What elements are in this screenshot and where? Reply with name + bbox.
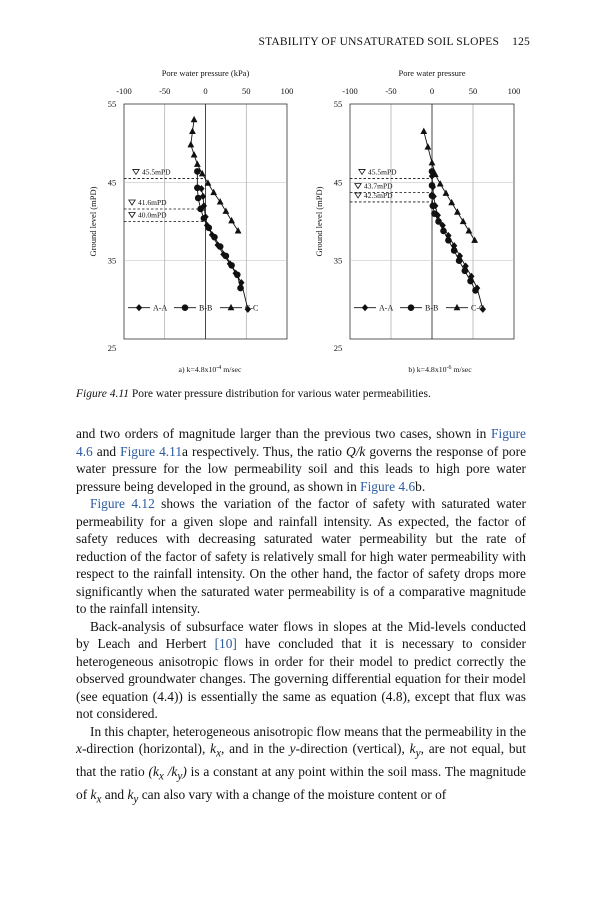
y-axis-label: Ground level (mPD) (88, 186, 98, 257)
x-tick-label: 0 (203, 86, 208, 96)
ratio-part: /k (163, 764, 178, 780)
figure-label: Figure 4.11 (76, 388, 130, 400)
ratio-q-over-k: Q/k (346, 443, 366, 459)
water-table-label: 40.0mPD (138, 210, 167, 220)
text-run: is a constant at any point within the soil mass. The magnitude of (76, 764, 526, 803)
var-sub: x (96, 794, 102, 807)
panel-subcaption: b) $k=4.8x10^{-6}$ m/sec (408, 365, 472, 374)
data-point-c-c (235, 227, 242, 233)
x-tick-label: 50 (242, 86, 251, 96)
x-tick-label: 100 (507, 86, 521, 96)
data-point-b-b (456, 257, 463, 264)
data-point-b-b (467, 278, 474, 285)
water-table-marker-icon (359, 169, 365, 174)
data-point-c-c (228, 217, 235, 223)
data-point-b-b (430, 203, 437, 210)
var-k: k (90, 787, 97, 803)
data-point-b-b (195, 195, 202, 202)
legend-marker-c-c (228, 304, 235, 310)
data-point-b-b (237, 285, 244, 292)
data-point-c-c (191, 116, 198, 122)
var-sub: y (177, 770, 183, 783)
water-table-marker-icon (355, 184, 361, 189)
chart-panel-b (314, 68, 520, 374)
water-table-label: 42.5mPD (364, 190, 393, 200)
y-axis-label: Ground level (mPD) (314, 186, 324, 257)
data-point-c-c (425, 143, 432, 149)
legend-marker-a-a (136, 304, 142, 311)
data-point-b-b (201, 215, 208, 222)
reference-10-link[interactable]: [10] (214, 636, 237, 651)
legend-label: A-A (153, 303, 168, 313)
text-run: can also vary with a change of the moisture content or of (138, 787, 447, 803)
text-run: governs the response of pore water pressure for the low permeability soil and this leads to high pore water pressure being developed in the ground, as shown in (76, 443, 527, 494)
legend-label: B-B (425, 303, 439, 313)
data-point-b-b (451, 247, 458, 254)
data-point-c-c (191, 151, 198, 157)
var-y: y (289, 741, 296, 756)
data-point-b-b (431, 210, 438, 217)
series-line-c-c (191, 120, 238, 231)
legend-marker-a-a (362, 304, 368, 311)
data-point-c-c (466, 227, 473, 233)
var-sub: y (133, 794, 139, 807)
x-tick-label: -100 (342, 86, 358, 96)
var-k: k (127, 787, 134, 803)
data-point-b-b (445, 237, 452, 244)
data-point-c-c (222, 208, 229, 214)
data-point-b-b (435, 218, 442, 225)
y-tick-label: 35 (107, 255, 117, 266)
legend-label: B-B (199, 303, 213, 313)
data-point-c-c (471, 237, 478, 243)
legend-marker-c-c (454, 304, 461, 310)
data-point-b-b (228, 262, 235, 269)
var-sub: x (158, 770, 164, 783)
water-table-label: 41.6mPD (138, 197, 167, 207)
text-run: In this chapter, heterogeneous anisotropic flow means that the permeability in the (90, 723, 527, 739)
data-point-b-b (440, 228, 447, 235)
text-run: Back-analysis of subsurface water flows in slopes at the Mid-levels conducted by Leach and Herbert (76, 618, 526, 651)
data-point-c-c (210, 189, 217, 195)
text-run: and (92, 443, 121, 459)
data-point-b-b (429, 192, 436, 199)
page-number: 125 (512, 36, 530, 48)
data-point-b-b (217, 243, 224, 250)
figure-4-6b-link[interactable]: Figure 4.6 (360, 478, 416, 494)
figure-4-12-link[interactable]: Figure 4.12 (90, 496, 155, 511)
y-tick-label: 35 (333, 255, 343, 266)
text-run: -direction (horizontal), (81, 741, 211, 756)
data-point-c-c (189, 128, 196, 134)
y-tick-label: 45 (333, 177, 343, 188)
data-point-c-c (443, 190, 450, 196)
figure-caption-text: Pore water pressure distribution for various water permeabilities. (131, 388, 431, 400)
data-point-b-b (211, 234, 218, 241)
data-point-b-b (194, 185, 201, 192)
chart-panel-a (88, 68, 293, 374)
data-point-b-b (462, 268, 469, 275)
water-table-marker-icon (129, 213, 135, 218)
x-tick-label: -50 (385, 86, 397, 96)
data-point-c-c (429, 159, 436, 165)
chart-title: Pore water pressure (kPa) (161, 68, 250, 78)
data-point-b-b (234, 271, 241, 278)
ratio-part: ) (182, 764, 187, 780)
water-table-label: 43.7mPD (364, 181, 393, 191)
running-head-title: STABILITY OF UNSATURATED SOIL SLOPES (258, 36, 500, 48)
paragraph-1 (76, 425, 526, 495)
text-run: a respectively. Thus, the ratio (182, 443, 347, 459)
text-run: shows the variation of the factor of safety with saturated water permeability for a given slope and rainfall intensity. As expected, the factor of safety reduces with decreasing saturated water permeability but the rate of reduction of the factor of safety is relatively small for high water permeability with respect to the rainfall intensity. On the other hand, the factor of safety drops more significantly when the saturated water permeability is of a comparative magnitude to the rainfall intensity. (76, 496, 526, 616)
panel-subcaption: a) $k=4.8x10^{-4}$ m/sec (178, 365, 242, 374)
legend-label: A-A (379, 303, 394, 313)
figure-4-11-link[interactable]: Figure 4.11 (120, 443, 183, 459)
paragraph-3 (76, 618, 526, 723)
data-point-c-c (448, 199, 455, 205)
water-table-marker-icon (129, 200, 135, 205)
data-point-b-b (223, 253, 230, 260)
text-run: , are not equal, but that the ratio (76, 741, 526, 780)
paragraph-2 (76, 495, 526, 618)
legend-label: C-C (245, 303, 259, 313)
text-run: , and in the (221, 741, 290, 756)
x-tick-label: -100 (116, 86, 132, 96)
chart-title: Pore water pressure (398, 68, 466, 78)
figure-4-6-link[interactable]: Figure 4.6 (76, 426, 526, 459)
text-run: have concluded that it is necessary to consider heterogeneous anisotropic flows in order for their model to predict correctly the observed groundwater changes. The governing differential equation for their model (see equation (4.4)) is essentially the same as equation (4.8), except that flux was not considered. (76, 636, 526, 721)
x-tick-label: 50 (468, 86, 478, 96)
ratio-part: (k (148, 764, 159, 780)
body-text (76, 425, 526, 810)
y-tick-label: 45 (107, 177, 117, 188)
legend-marker-b-b (408, 304, 415, 311)
var-k: k (210, 741, 217, 756)
y-tick-label: 25 (333, 343, 343, 353)
data-point-c-c (454, 208, 461, 214)
water-table-marker-icon (355, 193, 361, 198)
water-table-label: 45.5mPD (368, 167, 397, 177)
paragraph-4 (76, 723, 526, 810)
var-k: k (409, 741, 416, 756)
data-point-b-b (197, 206, 204, 213)
x-tick-label: -50 (159, 86, 171, 96)
data-point-b-b (429, 182, 436, 189)
figure-caption (76, 388, 431, 400)
data-point-c-c (420, 128, 427, 134)
var-x: x (76, 741, 82, 756)
x-tick-label: 100 (280, 86, 294, 96)
var-sub: y (415, 747, 421, 760)
x-tick-label: 0 (429, 86, 435, 96)
legend-label: C-C (471, 303, 485, 313)
water-table-label: 45.5mPD (142, 167, 171, 177)
data-point-c-c (194, 161, 201, 167)
y-tick-label: 25 (107, 343, 117, 353)
legend-marker-b-b (182, 304, 189, 311)
water-table-marker-icon (133, 169, 139, 174)
data-point-c-c (437, 180, 444, 186)
data-point-c-c (187, 141, 194, 147)
text-run: b. (415, 478, 426, 494)
data-point-b-b (205, 224, 212, 231)
data-point-c-c (460, 218, 467, 224)
y-tick-label: 55 (107, 99, 117, 109)
text-run: and (101, 787, 128, 803)
data-point-b-b (472, 287, 479, 294)
y-tick-label: 55 (333, 99, 343, 109)
var-sub: x (216, 747, 222, 760)
text-run: and two orders of magnitude larger than the previous two cases, shown in (76, 426, 492, 441)
figure-4-11 (0, 0, 600, 385)
text-run: -direction (vertical), (295, 741, 410, 756)
